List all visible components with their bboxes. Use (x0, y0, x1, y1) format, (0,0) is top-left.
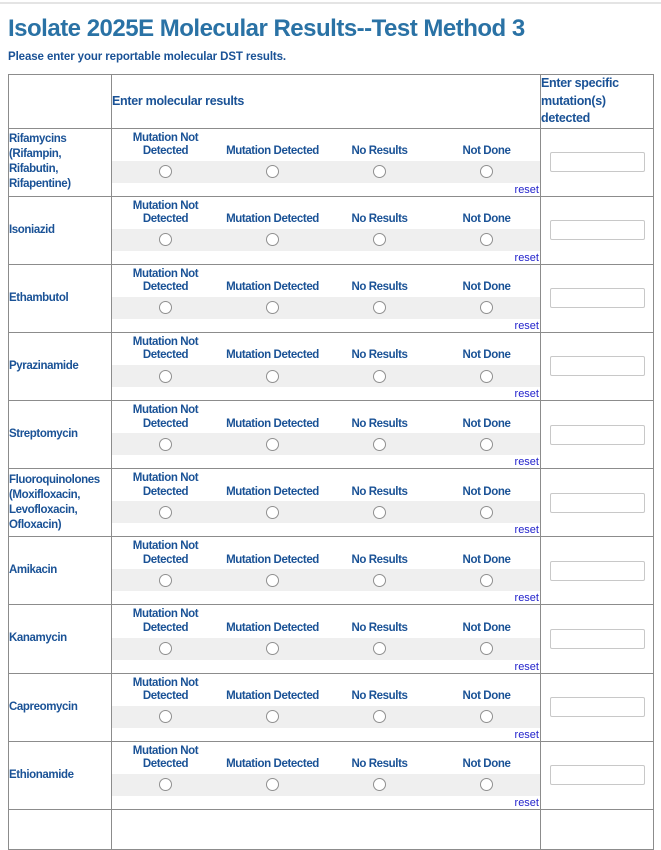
mutation-input[interactable] (550, 288, 645, 308)
option-label: Mutation Detected (226, 213, 319, 226)
radio-mutation-detected[interactable] (266, 370, 279, 383)
page-subtitle: Please enter your reportable molecular DST results. (8, 51, 287, 63)
drug-name-label: Ethionamide (9, 741, 112, 809)
mutation-input[interactable] (550, 493, 645, 513)
option-labels-row (112, 674, 540, 706)
option-label: No Results (351, 417, 408, 430)
reset-link[interactable]: reset (514, 728, 539, 741)
radio-no-results[interactable] (373, 233, 386, 246)
results-cell (112, 537, 541, 605)
radio-not-done[interactable] (480, 574, 493, 587)
table-row (9, 401, 654, 469)
table-row (9, 673, 654, 741)
option-label: Not Done (462, 485, 511, 498)
option-label: Mutation Not Detected (132, 540, 199, 566)
mutation-input[interactable] (550, 152, 645, 172)
radio-mutation-detected[interactable] (266, 710, 279, 723)
drug-name-label: Ethambutol (9, 264, 112, 332)
mutation-cell (541, 673, 654, 741)
table-header-row (9, 75, 654, 129)
mutation-input[interactable] (550, 425, 645, 445)
radio-no-results[interactable] (373, 710, 386, 723)
reset-row (112, 591, 540, 604)
radio-strip (112, 774, 540, 796)
drug-name-label: Pyrazinamide (9, 332, 112, 400)
option-labels-row (112, 401, 540, 433)
reset-link[interactable]: reset (514, 319, 539, 332)
radio-mutation-not-detected[interactable] (159, 165, 172, 178)
radio-strip (112, 706, 540, 728)
option-label: Mutation Detected (226, 145, 319, 158)
option-label: Not Done (462, 621, 511, 634)
option-label: Not Done (462, 145, 511, 158)
drug-name-label: Capreomycin (9, 673, 112, 741)
partial-drug-cell (9, 809, 112, 849)
mutation-cell (541, 401, 654, 469)
results-cell (112, 469, 541, 537)
molecular-results-table (8, 74, 654, 850)
results-cell (112, 128, 541, 196)
mutation-input[interactable] (550, 765, 645, 785)
option-label: Not Done (462, 553, 511, 566)
option-label: No Results (351, 553, 408, 566)
reset-row (112, 251, 540, 264)
radio-strip (112, 501, 540, 523)
radio-no-results[interactable] (373, 506, 386, 519)
reset-row (112, 455, 540, 468)
radio-strip (112, 297, 540, 319)
option-labels-row (112, 197, 540, 229)
reset-link[interactable]: reset (514, 251, 539, 264)
mutation-cell (541, 605, 654, 673)
radio-no-results[interactable] (373, 165, 386, 178)
reset-link[interactable]: reset (514, 183, 539, 196)
results-cell (112, 741, 541, 809)
table-row (9, 196, 654, 264)
radio-mutation-detected[interactable] (266, 506, 279, 519)
reset-row (112, 183, 540, 196)
reset-link[interactable]: reset (514, 592, 539, 605)
radio-no-results[interactable] (373, 642, 386, 655)
radio-not-done[interactable] (480, 710, 493, 723)
radio-no-results[interactable] (373, 438, 386, 451)
option-labels-row (112, 333, 540, 365)
option-labels-row (112, 537, 540, 569)
drug-name-label: Fluoroquinolones (Moxifloxacin, Levofloxacin, Ofloxacin) (9, 469, 112, 537)
drug-name-label: Isoniazid (9, 196, 112, 264)
radio-mutation-not-detected[interactable] (159, 438, 172, 451)
table-row (9, 469, 654, 537)
option-label: Mutation Detected (226, 349, 319, 362)
mutation-input[interactable] (550, 697, 645, 717)
table-row (9, 605, 654, 673)
option-labels-row (112, 742, 540, 774)
option-label: Not Done (462, 281, 511, 294)
results-cell (112, 332, 541, 400)
results-cell (112, 605, 541, 673)
drug-name-label: Amikacin (9, 537, 112, 605)
reset-row (112, 660, 540, 673)
reset-link[interactable]: reset (514, 388, 539, 400)
radio-strip (112, 161, 540, 183)
reset-row (112, 523, 540, 536)
reset-link[interactable]: reset (514, 524, 539, 537)
option-label: Not Done (462, 349, 511, 362)
radio-mutation-not-detected[interactable] (159, 574, 172, 587)
option-label: Mutation Not Detected (132, 199, 199, 226)
top-divider (0, 2, 661, 4)
option-labels-row (112, 469, 540, 501)
option-label: Mutation Not Detected (132, 131, 199, 158)
reset-row (112, 387, 540, 400)
option-label: Mutation Detected (226, 690, 319, 703)
radio-not-done[interactable] (480, 301, 493, 314)
mutation-cell (541, 196, 654, 264)
radio-not-done[interactable] (480, 165, 493, 178)
option-label: Not Done (462, 213, 511, 226)
option-label: Mutation Not Detected (132, 335, 199, 362)
option-label: No Results (351, 349, 408, 362)
drug-name-label: Kanamycin (9, 605, 112, 673)
radio-strip (112, 229, 540, 251)
mutation-input[interactable] (550, 561, 645, 581)
option-label: Mutation Detected (226, 758, 319, 771)
option-label: No Results (351, 213, 408, 226)
mutation-input[interactable] (550, 220, 645, 240)
mutation-cell (541, 469, 654, 537)
option-label: Mutation Not Detected (132, 404, 199, 430)
radio-not-done[interactable] (480, 370, 493, 383)
results-cell (112, 264, 541, 332)
results-cell (112, 401, 541, 469)
option-label: No Results (351, 145, 408, 158)
reset-row (112, 796, 540, 809)
radio-not-done[interactable] (480, 438, 493, 451)
radio-mutation-detected[interactable] (266, 438, 279, 451)
reset-row (112, 728, 540, 741)
radio-not-done[interactable] (480, 506, 493, 519)
results-tbody (9, 128, 654, 809)
table-row (9, 128, 654, 196)
radio-not-done[interactable] (480, 233, 493, 246)
radio-mutation-detected[interactable] (266, 778, 279, 791)
option-label: Not Done (462, 758, 511, 771)
radio-no-results[interactable] (373, 778, 386, 791)
mutation-input[interactable] (550, 629, 645, 649)
page (0, 13, 661, 850)
radio-not-done[interactable] (480, 642, 493, 655)
option-label: No Results (351, 281, 408, 294)
option-label: Mutation Detected (226, 553, 319, 566)
page-title: Isolate 2025E Molecular Results--Test Method 3 (8, 15, 525, 42)
radio-mutation-detected[interactable] (266, 165, 279, 178)
option-labels-row (112, 605, 540, 637)
radio-no-results[interactable] (373, 370, 386, 383)
mutation-cell (541, 332, 654, 400)
results-column-header: Enter molecular results (112, 75, 541, 129)
option-label: Mutation Not Detected (132, 608, 199, 634)
mutation-column-header: Enter specific mutation(s) detected (541, 75, 654, 129)
option-label: Mutation Not Detected (132, 472, 199, 498)
radio-mutation-detected[interactable] (266, 574, 279, 587)
radio-no-results[interactable] (373, 301, 386, 314)
radio-mutation-not-detected[interactable] (159, 778, 172, 791)
radio-mutation-not-detected[interactable] (159, 301, 172, 314)
table-row (9, 332, 654, 400)
option-label: Mutation Detected (226, 417, 319, 430)
mutation-cell (541, 537, 654, 605)
option-label: Mutation Not Detected (132, 744, 199, 771)
reset-link[interactable]: reset (514, 456, 539, 469)
option-labels-row (112, 265, 540, 297)
option-label: Mutation Not Detected (132, 267, 199, 294)
option-labels-row (112, 129, 540, 161)
partial-mutation-cell (541, 809, 654, 849)
option-label: Not Done (462, 417, 511, 430)
radio-strip (112, 433, 540, 455)
radio-mutation-not-detected[interactable] (159, 370, 172, 383)
table-row (9, 264, 654, 332)
radio-mutation-not-detected[interactable] (159, 506, 172, 519)
option-label: No Results (351, 758, 408, 771)
partial-results-cell (112, 809, 541, 849)
option-label: No Results (351, 485, 408, 498)
option-label: Not Done (462, 690, 511, 703)
reset-link[interactable]: reset (514, 660, 539, 673)
mutation-cell (541, 128, 654, 196)
table-row (9, 741, 654, 809)
radio-no-results[interactable] (373, 574, 386, 587)
option-label: No Results (351, 690, 408, 703)
option-label: No Results (351, 621, 408, 634)
drug-name-label: Rifamycins (Rifampin, Rifabutin, Rifapentine) (9, 128, 112, 196)
mutation-cell (541, 741, 654, 809)
radio-strip (112, 569, 540, 591)
mutation-input[interactable] (550, 356, 645, 376)
radio-mutation-not-detected[interactable] (159, 642, 172, 655)
option-label: Mutation Not Detected (132, 676, 199, 703)
option-label: Mutation Detected (226, 281, 319, 294)
radio-mutation-detected[interactable] (266, 233, 279, 246)
radio-strip (112, 365, 540, 387)
partial-next-row (9, 809, 654, 849)
reset-row (112, 319, 540, 332)
table-row (9, 537, 654, 605)
drug-name-label: Streptomycin (9, 401, 112, 469)
results-cell (112, 196, 541, 264)
radio-not-done[interactable] (480, 778, 493, 791)
radio-mutation-detected[interactable] (266, 301, 279, 314)
radio-mutation-not-detected[interactable] (159, 710, 172, 723)
mutation-cell (541, 264, 654, 332)
reset-link[interactable]: reset (514, 796, 539, 809)
option-label: Mutation Detected (226, 621, 319, 634)
option-label: Mutation Detected (226, 485, 319, 498)
radio-mutation-detected[interactable] (266, 642, 279, 655)
results-cell (112, 673, 541, 741)
radio-strip (112, 638, 540, 660)
drug-column-header (9, 75, 112, 129)
radio-mutation-not-detected[interactable] (159, 233, 172, 246)
